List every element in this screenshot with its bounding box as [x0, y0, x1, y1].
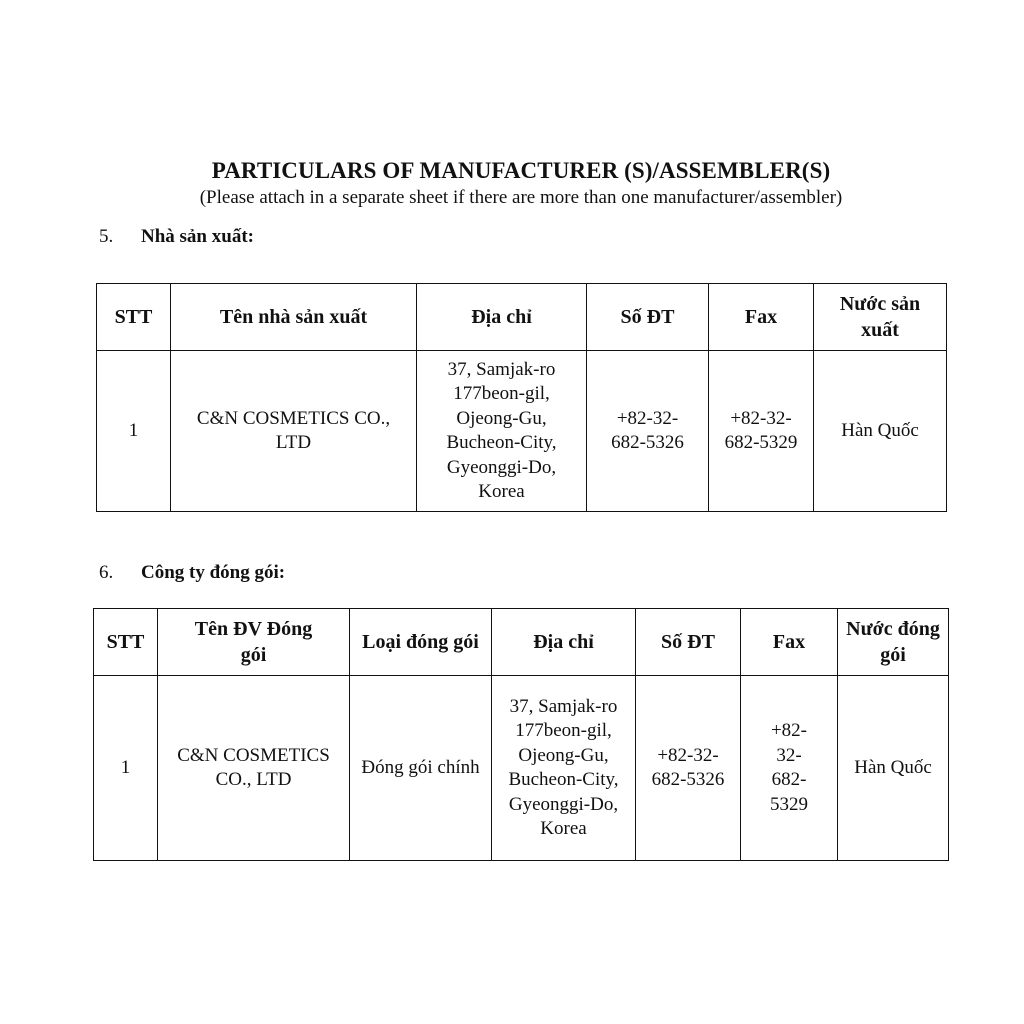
- col-header-packing-type: Loại đóng gói: [350, 609, 492, 676]
- table-header-row: [97, 284, 947, 351]
- col-header-country: Nước sản xuất: [814, 284, 947, 351]
- col-header-address: Địa chỉ: [492, 609, 636, 676]
- col-header-country: Nước đóng gói: [838, 609, 949, 676]
- document-subtitle: (Please attach in a separate sheet if there are more than one manufacturer/assembler): [199, 187, 843, 208]
- cell-name: C&N COSMETICS CO., LTD: [171, 351, 417, 512]
- packer-section-heading: [99, 562, 285, 584]
- cell-address: 37, Samjak-ro 177beon-gil, Ojeong-Gu, Bucheon-City, Gyeonggi-Do, Korea: [417, 351, 587, 512]
- section-number: 6.: [99, 562, 114, 583]
- col-header-phone: Số ĐT: [636, 609, 741, 676]
- document-title: PARTICULARS OF MANUFACTURER (S)/ASSEMBLER(S): [211, 158, 831, 183]
- cell-address: 37, Samjak-ro 177beon-gil, Ojeong-Gu, Bucheon-City, Gyeonggi-Do, Korea: [492, 676, 636, 861]
- col-header-phone: Số ĐT: [587, 284, 709, 351]
- cell-packing-type: Đóng gói chính: [350, 676, 492, 861]
- table-row: [94, 676, 949, 861]
- cell-country: Hàn Quốc: [838, 676, 949, 861]
- col-header-fax: Fax: [741, 609, 838, 676]
- col-header-stt: STT: [97, 284, 171, 351]
- cell-phone: +82-32-682-5326: [636, 676, 741, 861]
- cell-name: C&N COSMETICS CO., LTD: [158, 676, 350, 861]
- manufacturer-section-heading: [99, 226, 254, 248]
- section-number: 5.: [99, 226, 114, 247]
- cell-country: Hàn Quốc: [814, 351, 947, 512]
- cell-stt: 1: [97, 351, 171, 512]
- table-header-row: [94, 609, 949, 676]
- col-header-name: Tên nhà sản xuất: [171, 284, 417, 351]
- cell-stt: 1: [94, 676, 158, 861]
- section-label: Nhà sản xuất:: [141, 226, 254, 247]
- col-header-name: Tên ĐV Đóng gói: [158, 609, 350, 676]
- packer-table: [93, 608, 949, 861]
- cell-phone: +82-32-682-5326: [587, 351, 709, 512]
- table-row: [97, 351, 947, 512]
- cell-fax: +82-32-682-5329: [741, 676, 838, 861]
- col-header-stt: STT: [94, 609, 158, 676]
- section-label: Công ty đóng gói:: [141, 562, 286, 583]
- col-header-address: Địa chỉ: [417, 284, 587, 351]
- cell-fax: +82-32-682-5329: [709, 351, 814, 512]
- manufacturer-table: [96, 283, 947, 512]
- col-header-fax: Fax: [709, 284, 814, 351]
